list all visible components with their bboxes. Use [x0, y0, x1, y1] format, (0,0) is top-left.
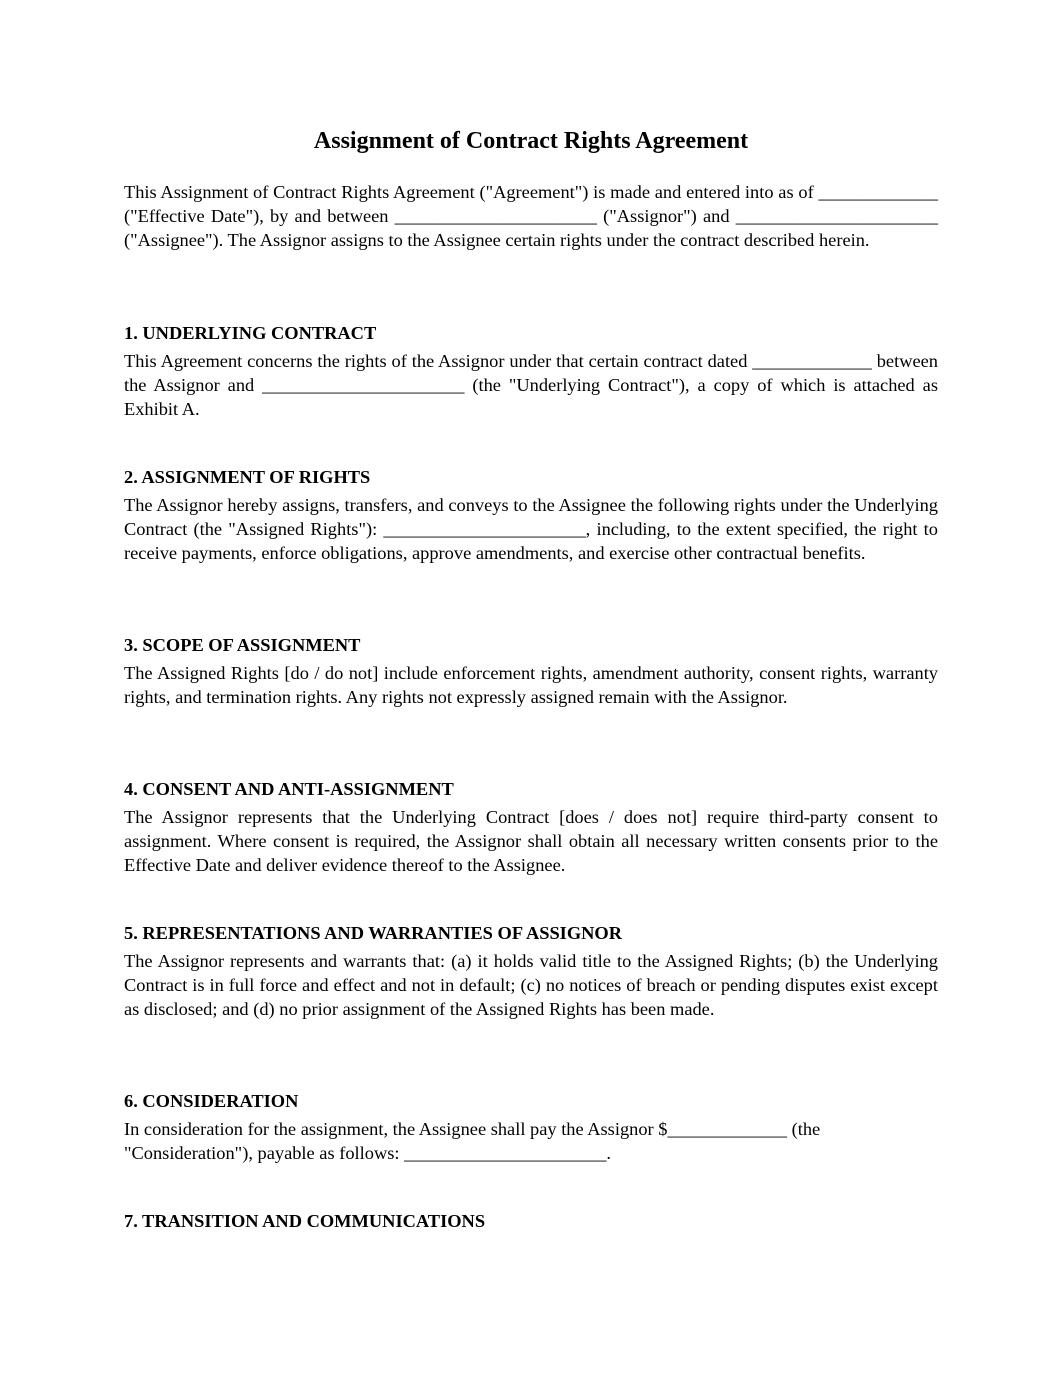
document-title: Assignment of Contract Rights Agreement — [313, 128, 749, 154]
section-body: The Assignor represents that the Underlying Contract [does / does not] require third-party consent to assignment. Where consent is required, the Assignor shall obtain all necessary written consents prior to the Effective Date and deliver evidence thereof to the Assignee. — [124, 807, 938, 876]
section-body: The Assigned Rights [do / do not] include enforcement rights, amendment authority, consent rights, warranty rights, and termination rights. Any rights not expressly assigned remain with the Assignor. — [124, 663, 938, 708]
section-heading: 5. REPRESENTATIONS AND WARRANTIES OF ASSIGNOR — [124, 923, 623, 943]
section-heading: 1. UNDERLYING CONTRACT — [124, 323, 377, 343]
section-body: This Agreement concerns the rights of the Assignor under that certain contract dated _____________ between the Assignor and ______________________ (the "Underlying Contract"), a copy of which is attached as Exhibit A. — [124, 351, 938, 420]
section-heading: 7. TRANSITION AND COMMUNICATIONS — [124, 1211, 486, 1231]
section-heading: 2. ASSIGNMENT OF RIGHTS — [124, 467, 371, 487]
section-body: The Assignor hereby assigns, transfers, and conveys to the Assignee the following rights under the Underlying Contract (the "Assigned Rights"): ______________________, including, to the extent specified, the right to receive payments, enforce obligations, approve amendments, and exercise other contractual benefits. — [124, 495, 938, 564]
intro-paragraph: This Assignment of Contract Rights Agreement ("Agreement") is made and entered into as of _____________ ("Effective Date"), by and between ______________________ ("Assignor") and ______________________ ("Assignee"). The Assignor assigns to the Assignee certain rights under the contract described herein. — [124, 182, 938, 251]
section-body: In consideration for the assignment, the Assignee shall pay the Assignor $_____________ (the "Consideration"), payable as follows: ______________________. — [124, 1119, 821, 1164]
section-heading: 4. CONSENT AND ANTI-ASSIGNMENT — [124, 779, 454, 799]
section-heading: 3. SCOPE OF ASSIGNMENT — [124, 635, 361, 655]
section-body: The Assignor represents and warrants that: (a) it holds valid title to the Assigned Rights; (b) the Underlying Contract is in full force and effect and not in default; (c) no notices of breach or pending disputes exist except as disclosed; and (d) no prior assignment of the Assigned Rights has been made. — [124, 951, 938, 1020]
section-heading: 6. CONSIDERATION — [124, 1091, 299, 1111]
